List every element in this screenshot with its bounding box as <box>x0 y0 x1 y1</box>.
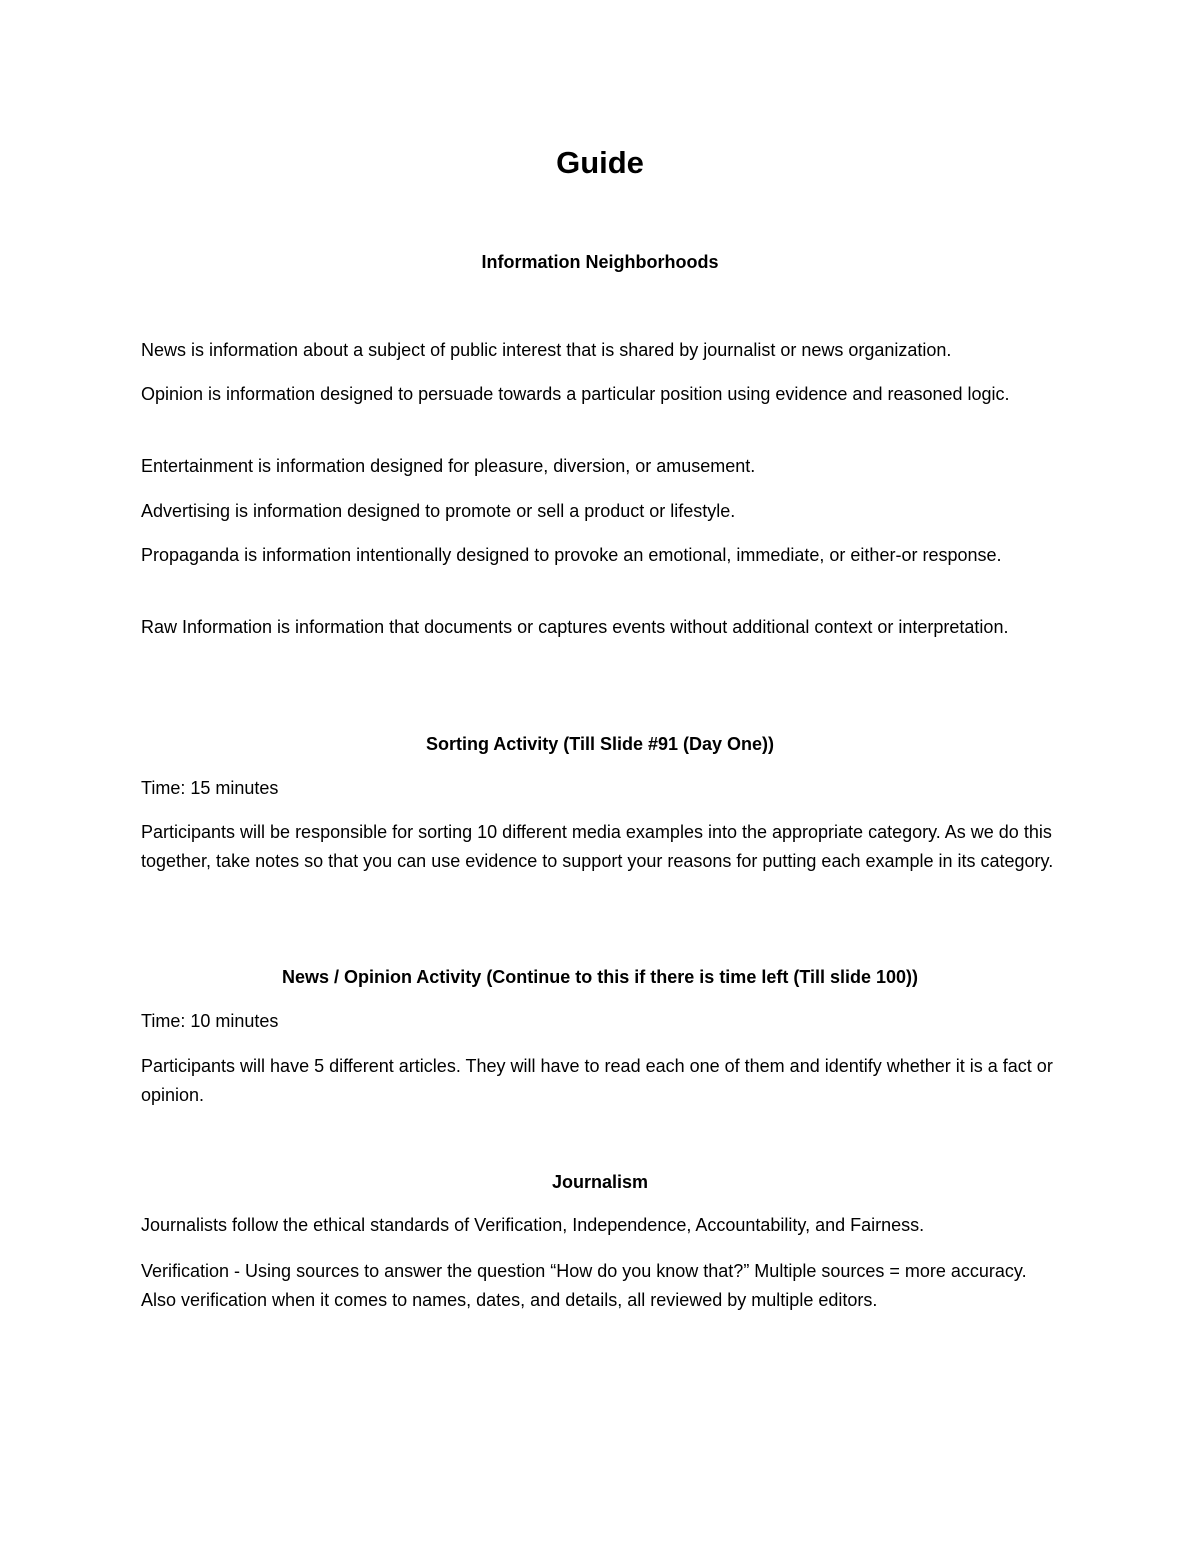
paragraph-advertising: Advertising is information designed to promote or sell a product or lifestyle. <box>141 501 736 521</box>
news-opinion-time: Time: 10 minutes <box>141 1011 279 1031</box>
paragraph-opinion: Opinion is information designed to persuade towards a particular position using evidence and reasoned logic. <box>141 384 1010 404</box>
heading-news-opinion-activity: News / Opinion Activity (Continue to this if there is time left (Till slide 100)) <box>281 967 919 987</box>
sorting-description: Participants will be responsible for sorting 10 different media examples into the appropriate category. As we do this together, take notes so that you can use evidence to support your reasons for putting each example in its category. <box>141 822 1054 871</box>
heading-information-neighborhoods: Information Neighborhoods <box>481 252 719 272</box>
document-title: Guide <box>556 145 644 180</box>
paragraph-news: News is information about a subject of public interest that is shared by journalist or news organization. <box>141 340 952 360</box>
paragraph-raw-information: Raw Information is information that documents or captures events without additional context or interpretation. <box>141 617 1009 637</box>
paragraph-entertainment: Entertainment is information designed for pleasure, diversion, or amusement. <box>141 456 756 476</box>
paragraph-journalism-standards: Journalists follow the ethical standards of Verification, Independence, Accountability, and Fairness. <box>141 1215 925 1235</box>
sorting-time: Time: 15 minutes <box>141 778 279 798</box>
paragraph-propaganda: Propaganda is information intentionally designed to provoke an emotional, immediate, or either-or response. <box>141 545 1002 565</box>
heading-journalism: Journalism <box>551 1172 649 1192</box>
news-opinion-description: Participants will have 5 different articles. They will have to read each one of them and identify whether it is a fact or opinion. <box>141 1056 1053 1105</box>
heading-sorting-activity: Sorting Activity (Till Slide #91 (Day One)) <box>425 734 775 754</box>
paragraph-verification: Verification - Using sources to answer the question “How do you know that?” Multiple sources = more accuracy. Also verification when it comes to names, dates, and details, all reviewed by multiple editors. <box>141 1261 1027 1310</box>
